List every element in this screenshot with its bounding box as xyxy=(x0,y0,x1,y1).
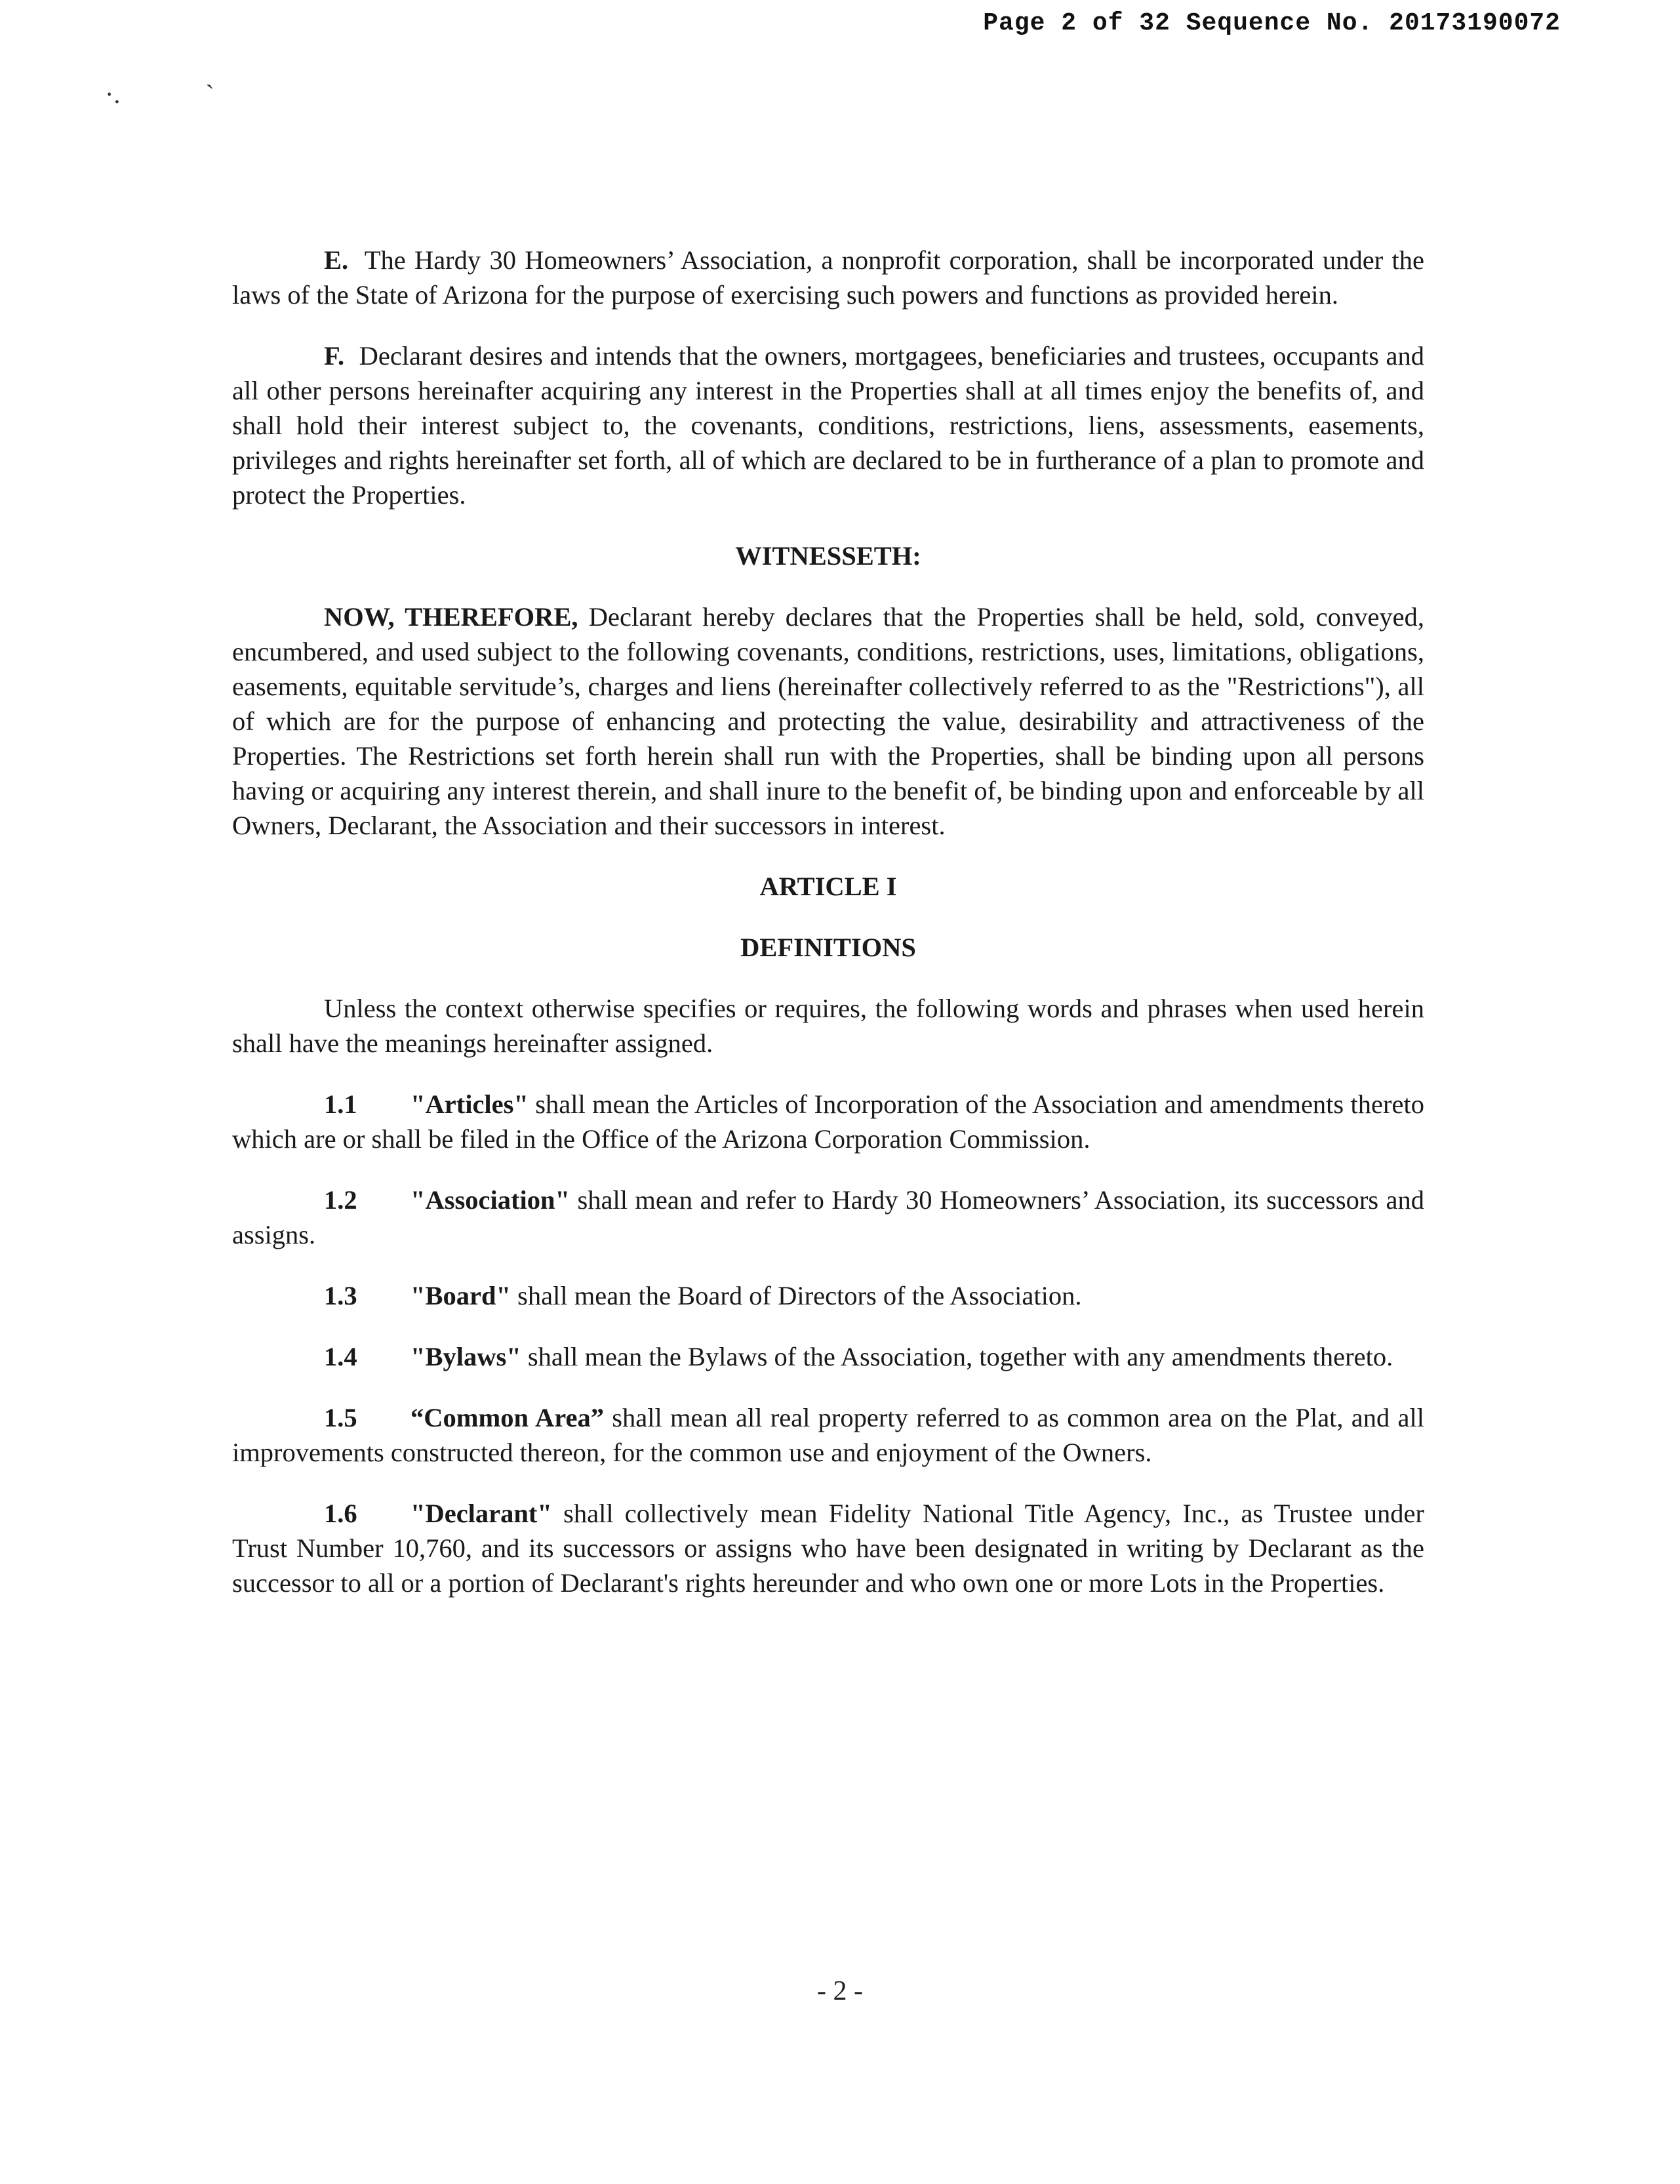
definition-text: shall mean the Articles of Incorporation of the Association and amendments thereto which are or shall be filed in the Office of the Arizona Corporation Commission. xyxy=(232,1089,1424,1154)
definition-number: 1.5 xyxy=(324,1403,357,1432)
witnesseth-paragraph xyxy=(232,599,1424,843)
page-sequence-header: Page 2 of 32 Sequence No. 20173190072 xyxy=(983,9,1561,37)
definition-number: 1.2 xyxy=(324,1185,357,1215)
definition-number: 1.4 xyxy=(324,1342,357,1371)
definition-text: shall collectively mean Fidelity National Title Agency, Inc., as Trustee under Trust Number 10,760, and its successors or assigns who have been designated in writing by Declarant as the successor to all or a portion of Declarant's rights hereunder and who own one or more Lots in the Properties. xyxy=(232,1499,1424,1598)
recital-text: Declarant desires and intends that the owners, mortgagees, beneficiaries and trustees, occupants and all other persons hereinafter acquiring any interest in the Properties shall at all times enjoy the benefits of, and shall hold their interest subject to, the covenants, conditions, restrictions, liens, assessments, easements, privileges and rights hereinafter set forth, all of which are declared to be in furtherance of a plan to promote and protect the Properties. xyxy=(232,341,1424,510)
definition-term: "Board" xyxy=(410,1281,511,1310)
definition-term: “Common Area” xyxy=(410,1403,604,1432)
definition-text: shall mean the Bylaws of the Association, together with any amendments thereto. xyxy=(527,1342,1393,1371)
definition-item xyxy=(232,1400,1424,1470)
definition-item xyxy=(232,1183,1424,1252)
recital-text: The Hardy 30 Homeowners’ Association, a nonprofit corporation, shall be incorporated under the laws of the State of Arizona for the purpose of exercising such powers and functions as provided herein. xyxy=(232,245,1424,310)
document-body xyxy=(232,243,1424,1627)
witnesseth-heading: WITNESSETH: xyxy=(735,541,921,571)
witnesseth-text: Declarant hereby declares that the Properties shall be held, sold, conveyed, encumbered, and used subject to the following covenants, conditions, restrictions, uses, limitations, obligations, easements, equitable servitude’s, charges and liens (hereinafter collectively referred to as the "Restrictions"), all of which are for the purpose of enhancing and protecting the value, desirability and attractiveness of the Properties. The Restrictions set forth herein shall run with the Properties, shall be binding upon all persons having or acquiring any interest therein, and shall inure to the benefit of, be binding upon and enforceable by all Owners, Declarant, the Association and their successors in interest. xyxy=(232,602,1425,840)
definitions-intro: Unless the context otherwise specifies or requires, the following words and phrases when used herein shall have the meanings hereinafter assigned. xyxy=(232,994,1424,1058)
speck-mark: ·. xyxy=(105,79,121,109)
definition-text: shall mean the Board of Directors of the Association. xyxy=(517,1281,1082,1310)
article-title: ARTICLE I xyxy=(759,872,897,901)
definition-item xyxy=(232,1339,1424,1374)
recital-paragraph xyxy=(232,338,1424,512)
scan-specks xyxy=(105,79,293,110)
definition-item xyxy=(232,1087,1424,1156)
recital-label: E. xyxy=(324,245,349,275)
definition-text: shall mean and refer to Hardy 30 Homeowners’ Association, its successors and assigns. xyxy=(232,1185,1425,1249)
definition-term: "Association" xyxy=(410,1185,570,1215)
recital-label: F. xyxy=(324,341,345,371)
definition-term: "Articles" xyxy=(410,1089,529,1119)
article-subtitle: DEFINITIONS xyxy=(740,933,916,962)
definition-number: 1.6 xyxy=(324,1499,357,1528)
definition-term: "Bylaws" xyxy=(410,1342,521,1371)
definition-term: "Declarant" xyxy=(410,1499,552,1528)
definition-number: 1.1 xyxy=(324,1089,357,1119)
page-number-footer: - 2 - xyxy=(817,1976,863,2006)
recital-paragraph xyxy=(232,243,1424,312)
definition-item xyxy=(232,1496,1424,1600)
witnesseth-lead: NOW, THEREFORE, xyxy=(324,602,578,632)
definition-text: shall mean all real property referred to as common area on the Plat, and all improvements constructed thereon, for the common use and enjoyment of the Owners. xyxy=(232,1403,1425,1467)
definition-number: 1.3 xyxy=(324,1281,357,1310)
definition-item xyxy=(232,1278,1424,1313)
speck-mark: ` xyxy=(205,79,214,109)
